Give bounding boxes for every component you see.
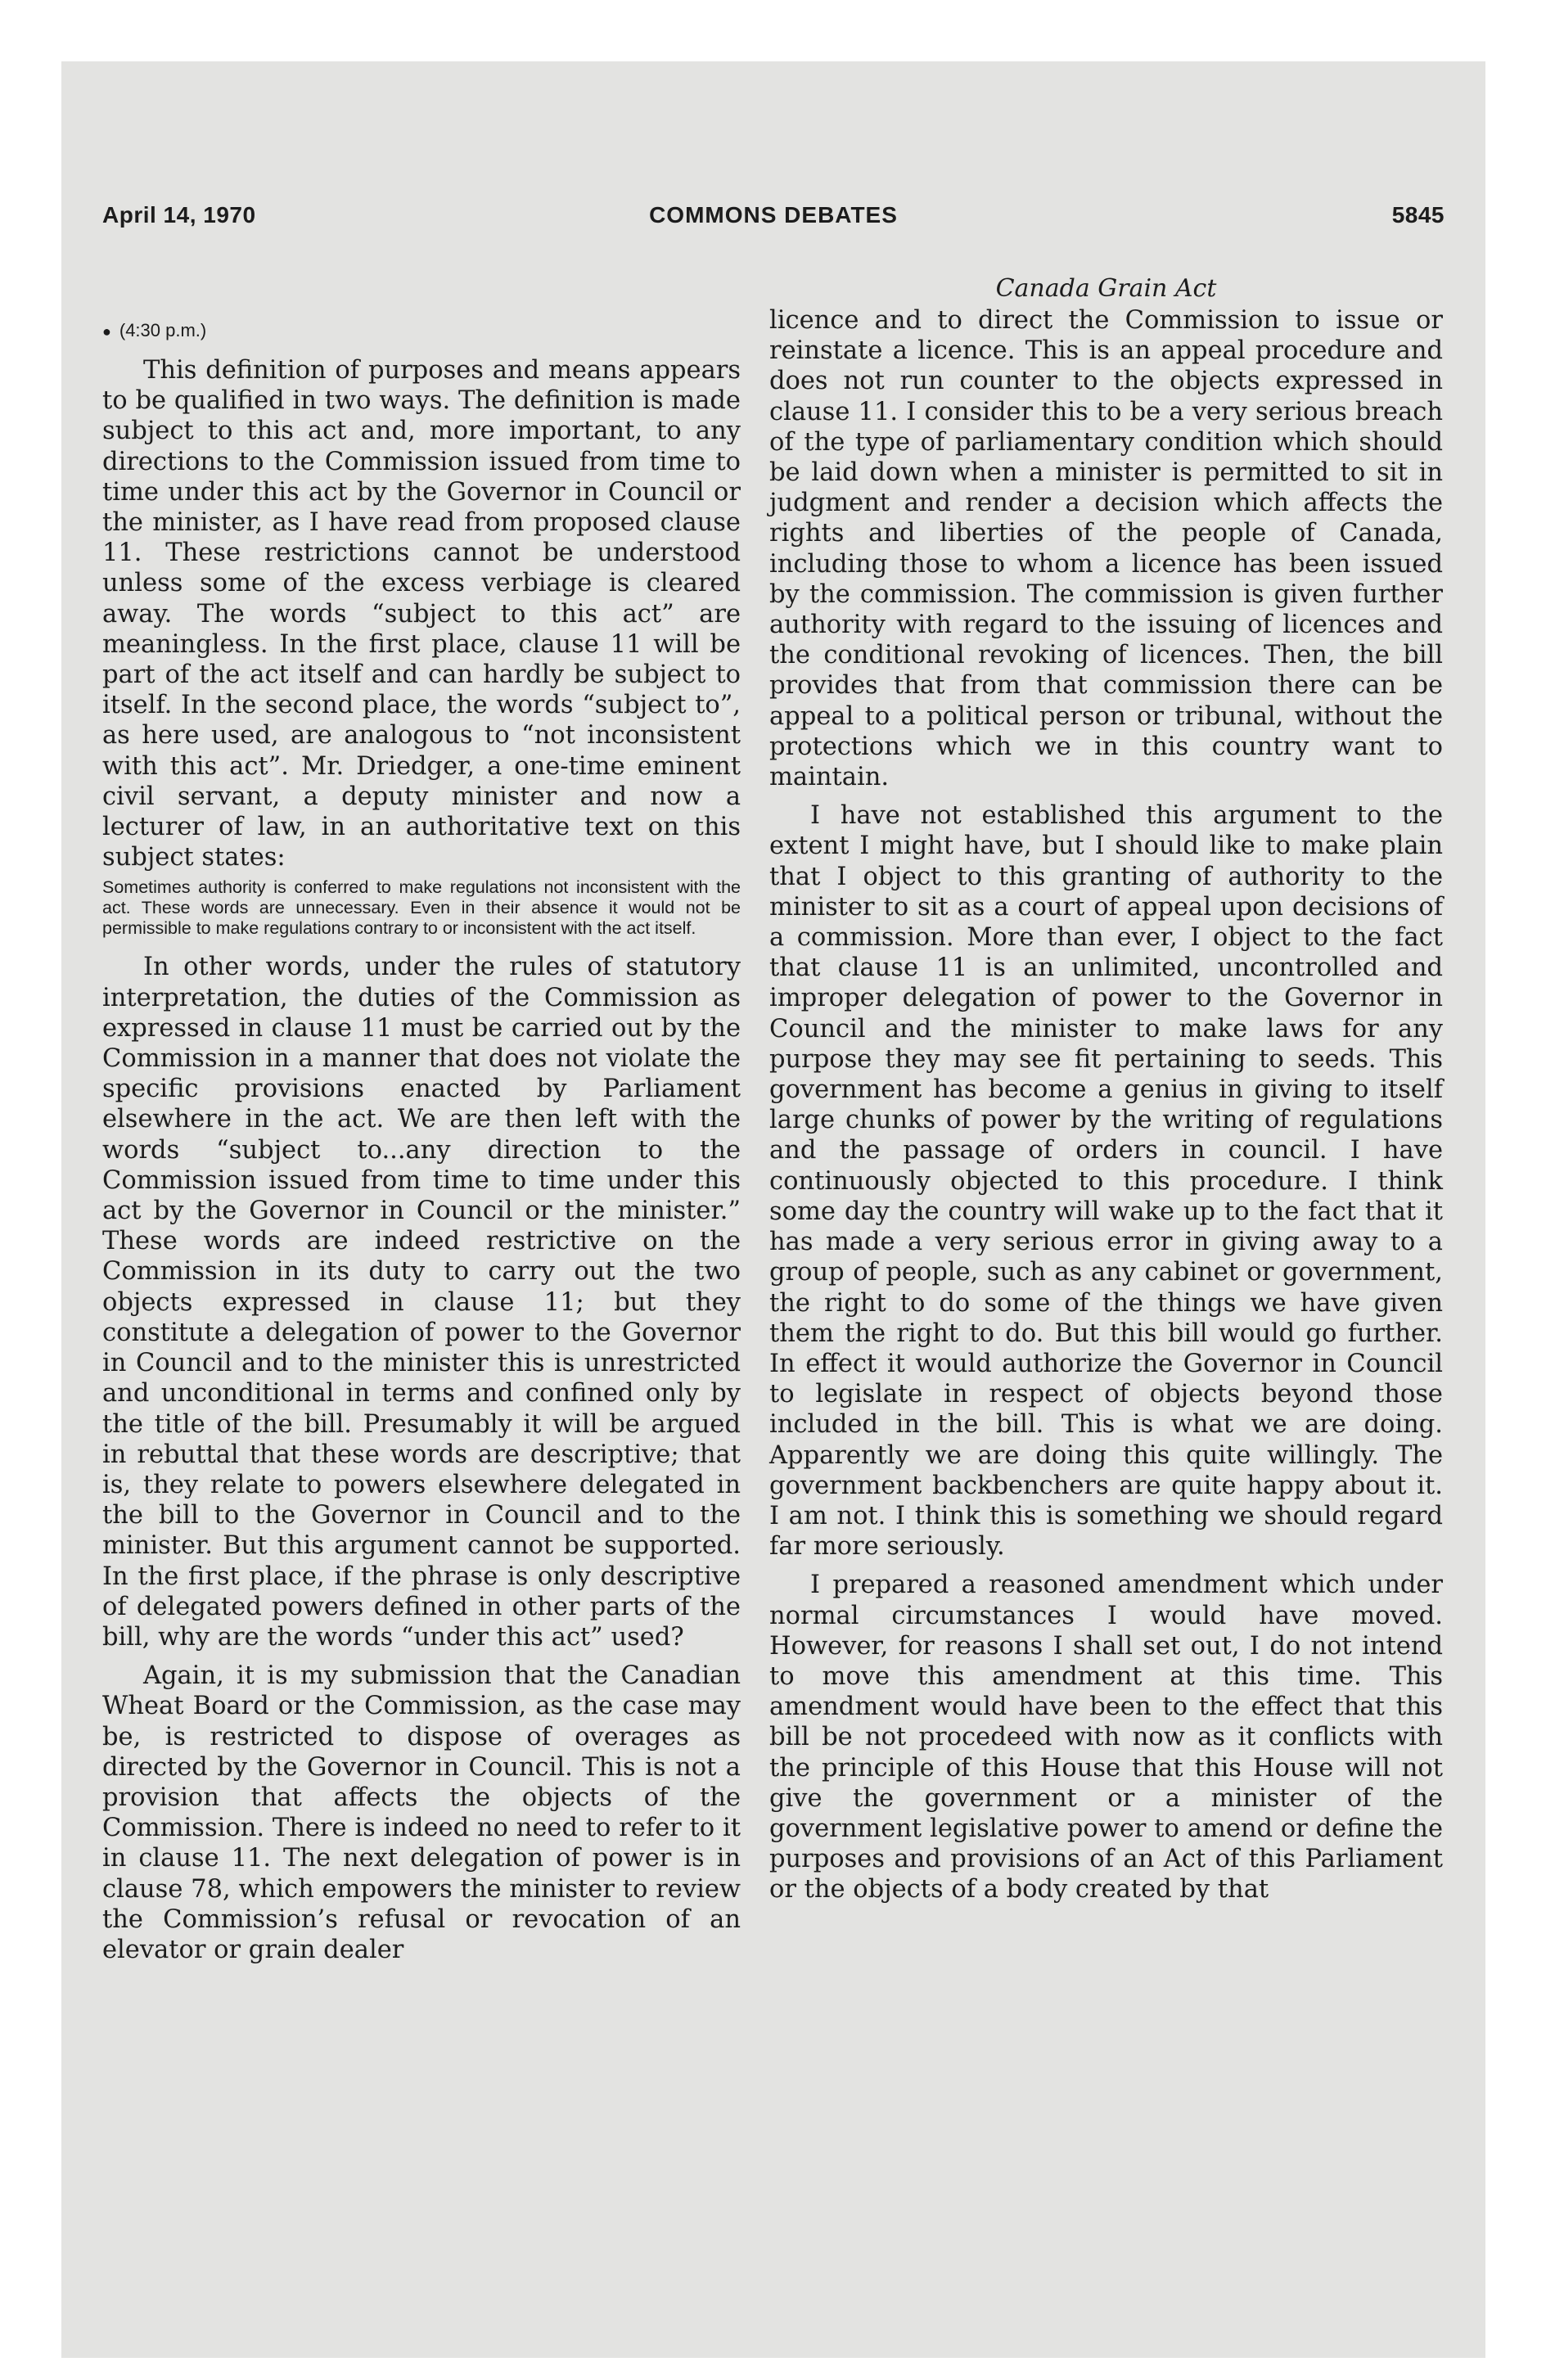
left-paragraph-3: Again, it is my submission that the Canadian Wheat Board or the Commission, as the case may be, is restricted to dispose of overages as directed by the Governor in Council. This is not a provision that affects the objects of the Commission. There is indeed no need to refer to it in clause 11. The next delegation of power is in clause 78, which empowers the minister to review the Commission’s refusal or revocation of an elevator or grain dealer [102, 1661, 741, 1964]
header-title: COMMONS DEBATES [649, 202, 898, 228]
time-marker-text: (4:30 p.m.) [119, 320, 207, 340]
right-paragraph-1: licence and to direct the Commission to issue or reinstate a licence. This is an appeal procedure and does not run counter to the objects expressed in clause 11. I consider this to be a very serious breach of the type of parliamentary condition which should be laid down when a minister is permitted to sit in judgment and render a decision which affects the rights and liberties of the people of Canada, including those to whom a licence has been issued by the commission. The commission is given further authority with regard to the issuing of licences and the conditional revoking of licences. Then, the bill provides that from that commission there can be appeal to a political person or tribunal, without the protections which we in this country want to maintain. [769, 306, 1443, 792]
left-column [102, 317, 741, 1965]
page-header [102, 202, 1445, 235]
right-paragraph-3: I prepared a reasoned amendment which under normal circumstances I would have moved. However, for reasons I shall set out, I do not intend to move this amendment at this time. This amendment would have been to the effect that this bill be not procedeed with now as it conflicts with the principle of this House that this House will not give the government or a minister of the government legislative power to amend or define the purposes and provisions of an Act of this Parliament or the objects of a body created by that [769, 1571, 1443, 1904]
page-number: 5845 [1391, 202, 1445, 228]
block-quote: Sometimes authority is conferred to make regulations not inconsistent with the act. These words are unnecessary. Even in their absence it would not be permissible to make regulations contrary to or inconsistent with the act itself. [102, 877, 741, 939]
right-column [769, 274, 1443, 1905]
header-date: April 14, 1970 [102, 202, 256, 228]
time-marker [102, 317, 741, 345]
left-paragraph-2: In other words, under the rules of statutory interpretation, the duties of the Commission as expressed in clause 11 must be carried out by the Commission in a manner that does not violate the specific provisions enacted by Parliament elsewhere in the act. We are then left with the words “subject to...any direction to the Commission issued from time to time under this act by the Governor in Council or the minister.” These words are indeed restrictive on the Commission in its duty to carry out the two objects expressed in clause 11; but they constitute a delegation of power to the Governor in Council and to the minister this is unrestricted and unconditional in terms and confined only by the title of the bill. Presumably it will be argued in rebuttal that these words are descriptive; that is, they relate to powers elsewhere delegated in the bill to the Governor in Council and to the minister. But this argument cannot be supported. In the first place, if the phrase is only descriptive of delegated powers defined in other parts of the bill, why are the words “under this act” used? [102, 953, 741, 1652]
page-sheet [61, 61, 1485, 2358]
section-subhead: Canada Grain Act [995, 274, 1217, 303]
bullet-icon: ● [102, 323, 111, 340]
right-paragraph-2: I have not established this argument to the extent I might have, but I should like to make plain that I object to this granting of authority to the minister to sit as a court of appeal upon decisions of a commission. More than ever, I object to the fact that clause 11 is an unlimited, uncontrolled and improper delegation of power to the Governor in Council and the minister to make laws for any purpose they may see fit pertaining to seeds. This government has become a genius in giving to itself large chunks of power by the writing of regulations and the passage of orders in council. I have continuously objected to this procedure. I think some day the country will wake up to the fact that it has made a very serious error in giving away to a group of people, such as any cabinet or government, the right to do some of the things we have given them the right to do. But this bill would go further. In effect it would authorize the Governor in Council to legislate in respect of objects beyond those included in the bill. This is what we are doing. Apparently we are doing this quite willingly. The government backbenchers are quite happy about it. I am not. I think this is something we should regard far more seriously. [769, 801, 1443, 1562]
left-paragraph-1: This definition of purposes and means appears to be qualified in two ways. The definition is made subject to this act and, more important, to any directions to the Commission issued from time to time under this act by the Governor in Council or the minister, as I have read from proposed clause 11. These restrictions cannot be understood unless some of the excess verbiage is cleared away. The words “subject to this act” are meaningless. In the first place, clause 11 will be part of the act itself and can hardly be subject to itself. In the second place, the words “subject to”, as here used, are analogous to “not inconsistent with this act”. Mr. Driedger, a one-time eminent civil servant, a deputy minister and now a lecturer of law, in an authoritative text on this subject states: [102, 356, 741, 872]
